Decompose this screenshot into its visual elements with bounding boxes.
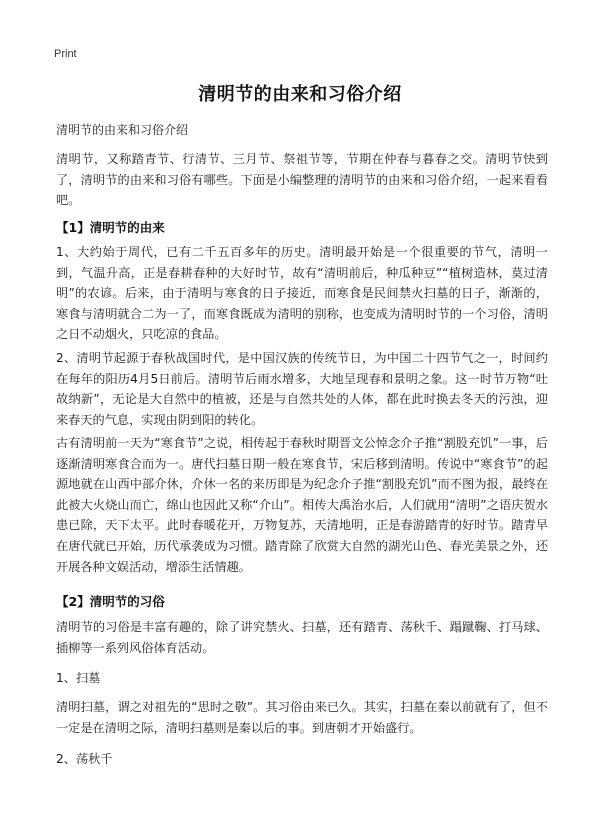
origin-paragraph-3: 古有清明前一天为“寒食节”之说，相传起于春秋时期晋文公悼念介子推“割股充饥”一事，后逐渐清明寒食合而为一。唐代扫墓日期一般在寒食节，宋后移到清明。传说中“寒食节”的起源地就在山西中部介休，介休一名的来历即是为纪念介子推“割股充饥”而不图为报，最终在此被大火烧山而亡，绵山也因此又称“介山”。相传大禹治水后，人们就用“清明”之语庆贺水患已除，天下太平。此时春暖花开，万物复苏，天清地明，正是春游踏青的好时节。踏青早在唐代就已开始，历代承袭成为习惯。踏青除了欣赏大自然的湖光山色、春光美景之外，还开展各种文娱活动，增添生活情趣。 — [56, 436, 548, 574]
section-heading-customs: 【2】清明节的习俗 — [56, 594, 165, 609]
custom-item-label: 2、荡秋千 — [56, 752, 113, 766]
section-heading-origin: 【1】清明节的由来 — [56, 220, 165, 235]
origin-paragraph-1: 1、大约始于周代，已有二千五百多年的历史。清明最开始是一个很重要的节气，清明一到，气温升高，正是春耕春种的大好时节，故有“清明前后，种瓜种豆”“植树造林，莫过清明”的农谚。后来，由于清明与寒食的日子接近，而寒食是民间禁火扫墓的日子，渐渐的，寒食与清明就合二为一了，而寒食既成为清明的别称，也变成为清明时节的一个习俗，清明之日不动烟火，只吃凉的食品。 — [56, 245, 548, 342]
custom-item-label: 1、扫墓 — [56, 671, 101, 685]
customs-intro-paragraph: 清明节的习俗是丰富有趣的，除了讲究禁火、扫墓，还有踏青、荡秋千、蹋蹴鞠、打马球、插柳等一系列风俗体育活动。 — [56, 620, 548, 655]
print-link[interactable]: Print — [54, 48, 77, 60]
intro-paragraph: 清明节，又称踏青节、行清节、三月节、祭祖节等，节期在仲春与暮春之交。清明节快到了，清明节的由来和习俗有哪些。下面是小编整理的清明节的由来和习俗介绍，一起来看看吧。 — [56, 152, 548, 208]
article-subtitle: 清明节的由来和习俗介绍 — [56, 123, 189, 137]
custom-item-paragraph: 清明扫墓，谓之对祖先的“思时之敬”。其习俗由来已久。其实，扫墓在秦以前就有了，但不一定是在清明之际，清明扫墓则是秦以后的事。到唐朝才开始盛行。 — [56, 700, 548, 735]
origin-paragraph-2: 2、清明节起源于春秋战国时代，是中国汉族的传统节日，为中国二十四节气之一，时间约在每年的阳历4月5日前后。清明节后雨水增多，大地呈现春和景明之象。这一时节万物“吐故纳新”，无论是大自然中的植被，还是与自然共处的人体，都在此时换去冬天的污浊，迎来春天的气息，实现由阴到阳的转化。 — [56, 351, 548, 427]
article-title: 清明节的由来和习俗介绍 — [198, 84, 402, 105]
